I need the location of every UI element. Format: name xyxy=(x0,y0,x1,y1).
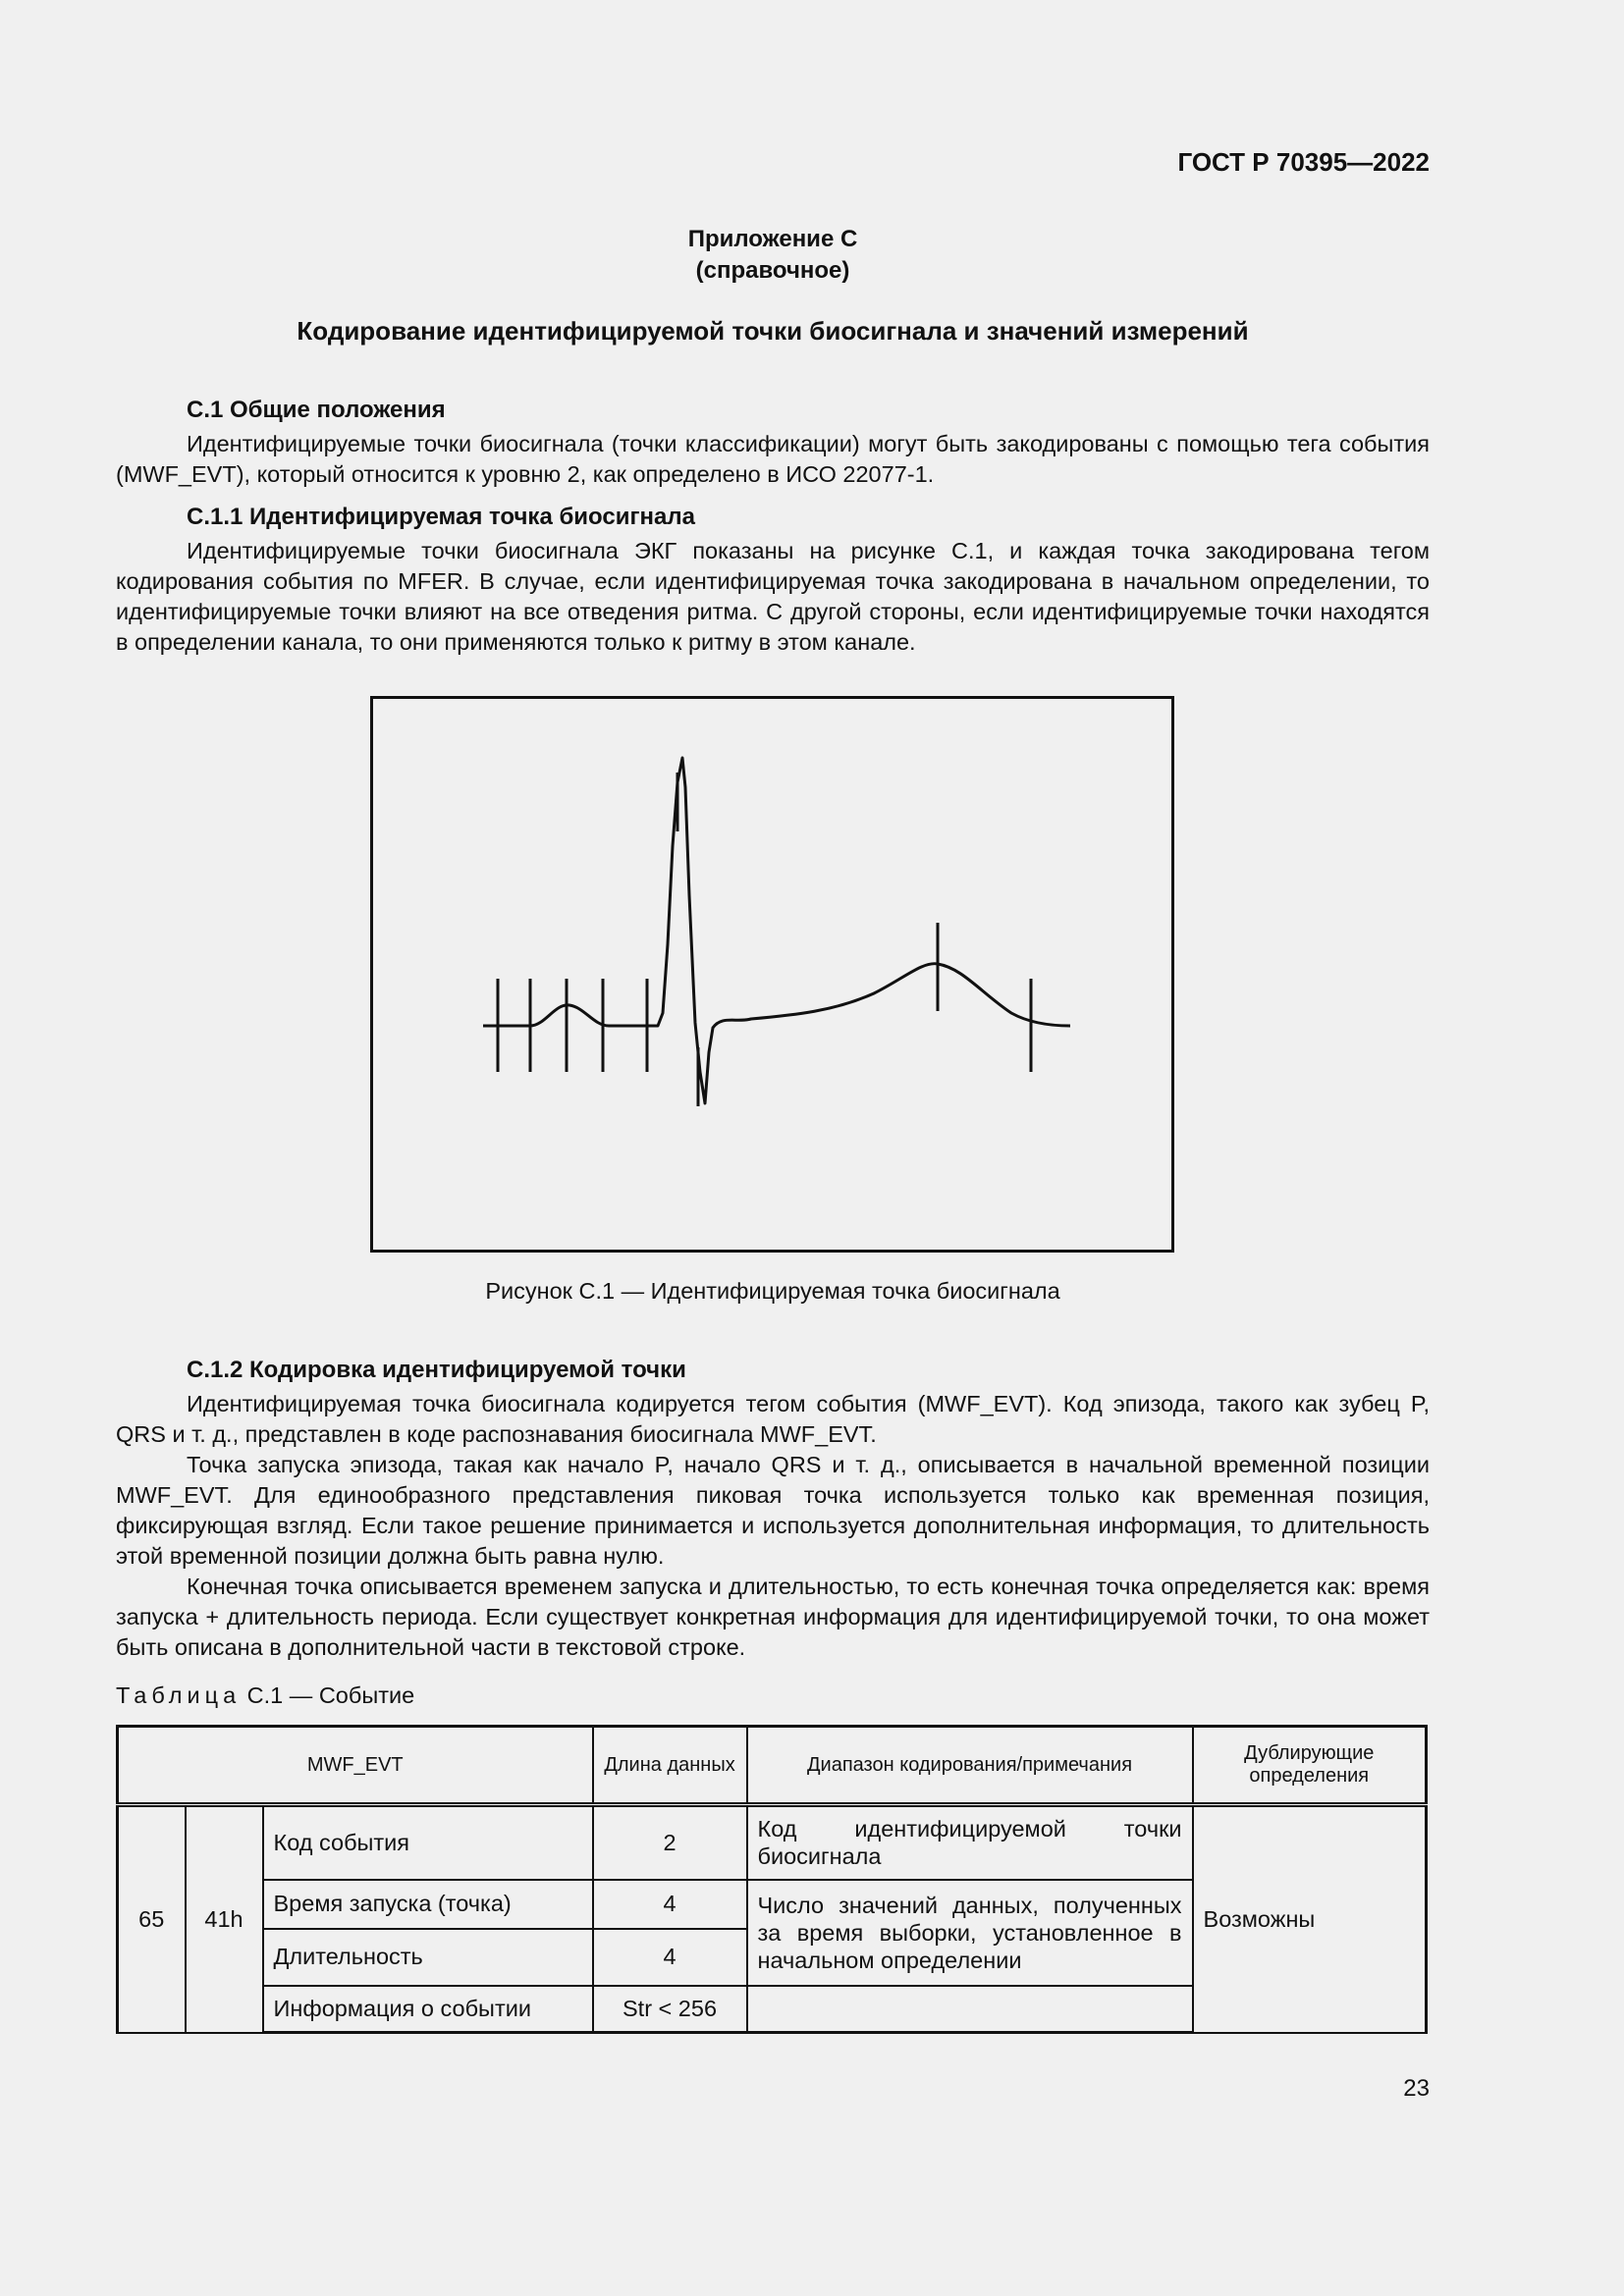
field-name-cell: Код события xyxy=(263,1805,593,1880)
length-cell: Str < 256 xyxy=(593,1986,747,2033)
annex-title: Приложение С xyxy=(687,226,858,252)
figure-caption: Рисунок С.1 — Идентифицируемая точка биосигнала xyxy=(485,1278,1060,1304)
field-name-cell: Длительность xyxy=(263,1929,593,1986)
header-data-length: Длина данных xyxy=(593,1727,747,1805)
table-title xyxy=(116,1682,414,1709)
document-code: ГОСТ Р 70395—2022 xyxy=(1177,147,1430,177)
note-cell xyxy=(747,1986,1193,2033)
table-title-word: Таблица xyxy=(116,1682,242,1708)
paragraph: Идентифицируемая точка биосигнала кодируется тегом события (MWF_EVT). Код эпизода, такого как зубец P, QRS и т. д., представлен в коде распознавания биосигнала MWF_EVT. xyxy=(116,1391,1430,1447)
table-header-row xyxy=(118,1727,1427,1805)
paragraph: Конечная точка описывается временем запуска и длительностью, то есть конечная точка определяется как: время запуска + длительность периода. Если существует конкретная информация для идентифицируемой точки, то она может быть описана в дополнительной части в текстовой строке. xyxy=(116,1574,1430,1660)
table-row xyxy=(118,1805,1427,1880)
page-number: 23 xyxy=(1403,2075,1430,2102)
header-range: Диапазон кодирования/примечания xyxy=(747,1727,1193,1805)
paragraph: Идентифицируемые точки биосигнала (точки классификации) могут быть закодированы с помощью тега события (MWF_EVT), который относится к уровню 2, как определено в ИСО 22077-1. xyxy=(116,431,1430,487)
header-mwf-evt: MWF_EVT xyxy=(118,1727,593,1805)
event-table xyxy=(116,1725,1428,2034)
paragraph: Идентифицируемые точки биосигнала ЭКГ показаны на рисунке С.1, и каждая точка закодирована тегом кодирования события по MFER. В случае, если идентифицируемая точка закодирована в начальном определении, то идентифицируемые точки влияют на все отведения ритма. С другой стороны, если идентифицируемые точки находятся в определении канала, то они применяются только к ритму в этом канале. xyxy=(116,538,1430,655)
ecg-waveform-figure xyxy=(373,699,1171,1250)
section-heading: С.1 Общие положения xyxy=(187,397,446,423)
annex-subtitle: (справочное) xyxy=(695,257,850,284)
note-cell: Код идентифицируемой точки биосигнала xyxy=(747,1805,1193,1880)
length-cell: 2 xyxy=(593,1805,747,1880)
page-title: Кодирование идентифицируемой точки биосигнала и значений измерений xyxy=(297,316,1249,346)
ecg-trace xyxy=(483,758,1070,1103)
section-heading: С.1.2 Кодировка идентифицируемой точки xyxy=(187,1357,686,1383)
duplicate-cell: Возможны xyxy=(1193,1805,1427,2033)
figure-frame xyxy=(370,696,1174,1253)
section-c1 xyxy=(116,395,1430,658)
header-duplicate: Дублирующие определения xyxy=(1193,1727,1427,1805)
length-cell: 4 xyxy=(593,1880,747,1929)
annex-heading xyxy=(116,224,1430,287)
field-name-cell: Время запуска (точка) xyxy=(263,1880,593,1929)
tag-hex-cell: 41h xyxy=(186,1805,263,2033)
section-c12 xyxy=(116,1355,1430,1663)
length-cell: 4 xyxy=(593,1929,747,1986)
table-title-rest: С.1 — Событие xyxy=(241,1682,415,1708)
section-heading: С.1.1 Идентифицируемая точка биосигнала xyxy=(187,504,695,530)
note-cell: Число значений данных, полученных за время выборки, установленное в начальном определении xyxy=(747,1880,1193,1986)
paragraph: Точка запуска эпизода, такая как начало P, начало QRS и т. д., описывается в начальной временной позиции MWF_EVT. Для единообразного представления пиковая точка используется только как временная позиция, фиксирующая взгляд. Если такое решение принимается и используется дополнительная информация, то длительность этой временной позиции должна быть равна нулю. xyxy=(116,1452,1430,1569)
field-name-cell: Информация о событии xyxy=(263,1986,593,2033)
tag-decimal-cell: 65 xyxy=(118,1805,186,2033)
